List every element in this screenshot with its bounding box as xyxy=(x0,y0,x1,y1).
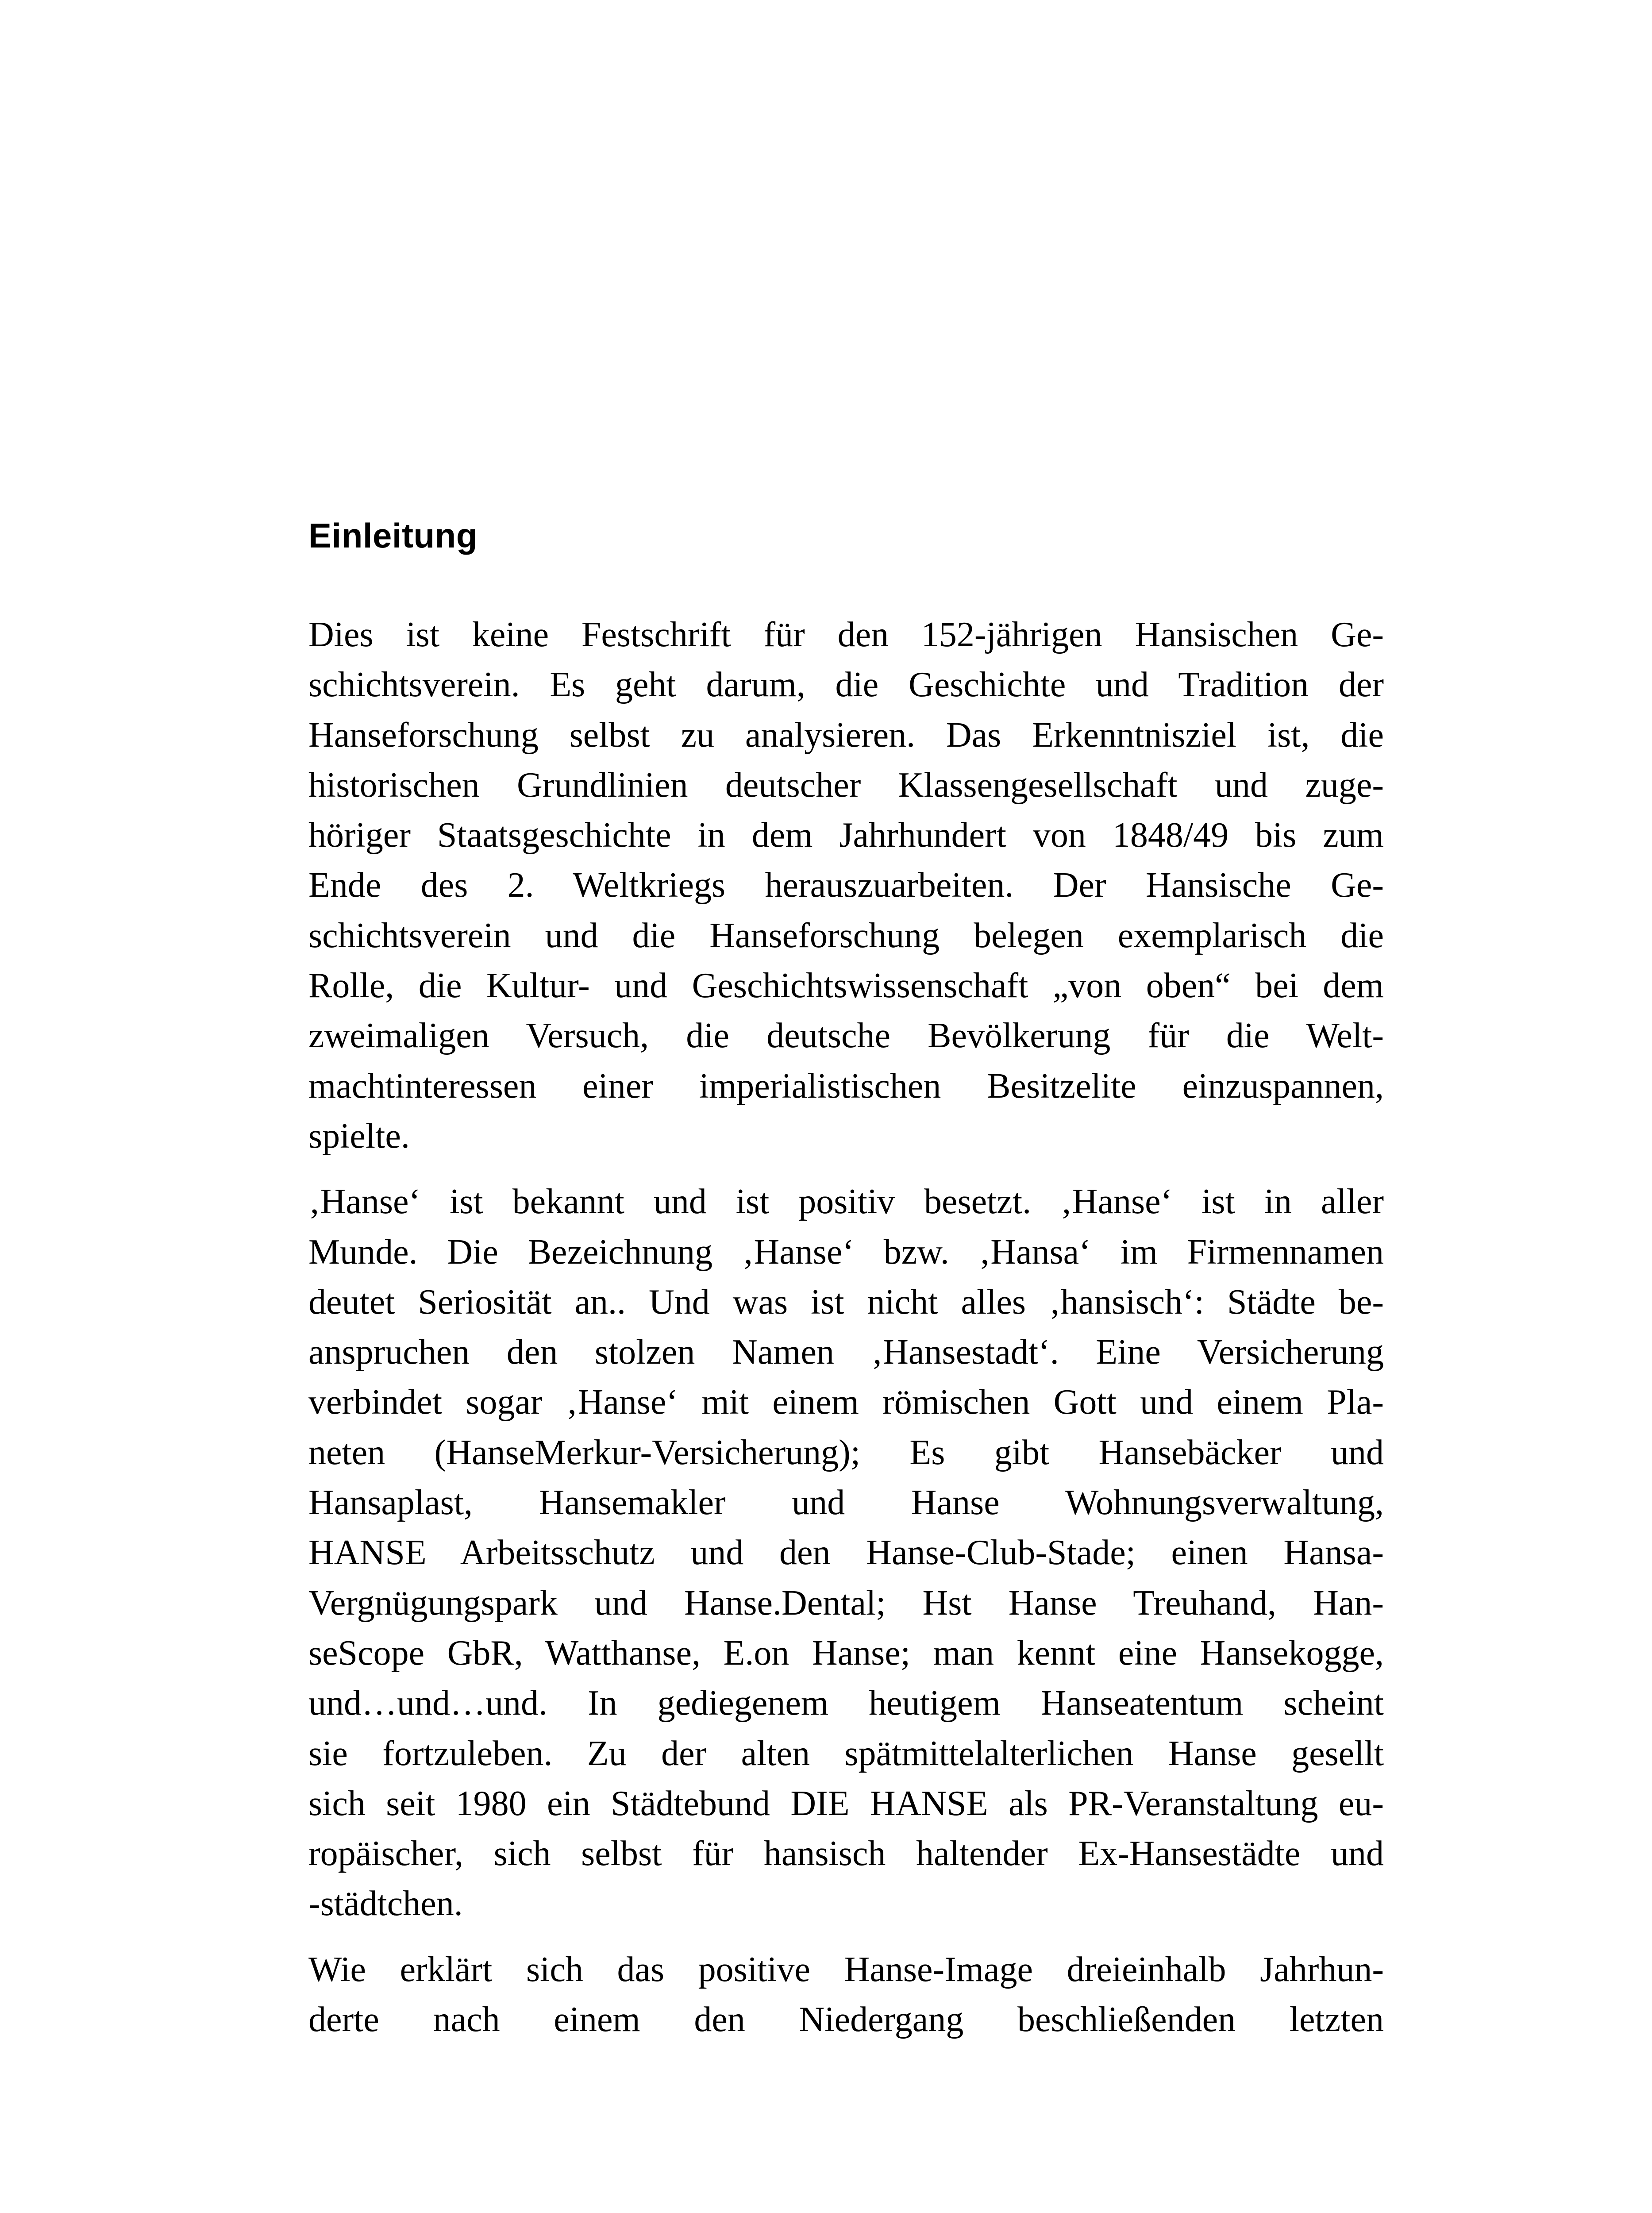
text-line: Munde. Die Bezeichnung ‚Hanse‘ bzw. ‚Hansa‘ im Firmennamen xyxy=(308,1232,1384,1272)
body-text xyxy=(308,610,1384,2060)
paragraph-3 xyxy=(308,1945,1384,2045)
paragraph-1 xyxy=(308,610,1384,1161)
text-line: spielte. xyxy=(308,1116,410,1156)
section-heading: Einleitung xyxy=(308,516,478,555)
text-line: Wie erklärt sich das positive Hanse-Image dreieinhalb Jahrhun- xyxy=(308,1950,1384,1989)
text-line: Hansaplast, Hansemakler und Hanse Wohnungsverwaltung, xyxy=(308,1483,1384,1523)
text-line: höriger Staatsgeschichte in dem Jahrhundert von 1848/49 bis zum xyxy=(308,816,1384,855)
text-line: -städtchen. xyxy=(308,1884,463,1924)
text-line: derte nach einem den Niedergang beschließenden letzten xyxy=(308,2000,1384,2040)
text-line: zweimaligen Versuch, die deutsche Bevölkerung für die Welt- xyxy=(308,1016,1384,1056)
text-line: schichtsverein. Es geht darum, die Geschichte und Tradition der xyxy=(308,665,1384,705)
text-line: Dies ist keine Festschrift für den 152-jährigen Hansischen Ge- xyxy=(308,615,1384,654)
text-line: HANSE Arbeitsschutz und den Hanse-Club-Stade; einen Hansa- xyxy=(308,1533,1384,1573)
text-line: Rolle, die Kultur- und Geschichtswissenschaft „von oben“ bei dem xyxy=(308,966,1384,1006)
text-line: ropäischer, sich selbst für hansisch haltender Ex-Hansestädte und xyxy=(308,1834,1384,1874)
text-line: historischen Grundlinien deutscher Klassengesellschaft und zuge- xyxy=(308,765,1384,805)
text-line: ‚Hanse‘ ist bekannt und ist positiv besetzt. ‚Hanse‘ ist in aller xyxy=(308,1182,1384,1222)
text-line: deutet Seriosität an.. Und was ist nicht alles ‚hansisch‘: Städte be- xyxy=(308,1282,1384,1322)
text-line: und…und…und. In gediegenem heutigem Hanseatentum scheint xyxy=(308,1684,1384,1723)
text-line: sie fortzuleben. Zu der alten spätmittelalterlichen Hanse gesellt xyxy=(308,1734,1384,1773)
text-line: verbindet sogar ‚Hanse‘ mit einem römischen Gott und einem Pla- xyxy=(308,1383,1384,1422)
text-line: anspruchen den stolzen Namen ‚Hansestadt‘. Eine Versicherung xyxy=(308,1333,1384,1372)
text-line: Hanseforschung selbst zu analysieren. Das Erkenntnisziel ist, die xyxy=(308,715,1384,755)
text-line: seScope GbR, Watthanse, E.on Hanse; man kennt eine Hansekogge, xyxy=(308,1633,1384,1673)
text-line: Ende des 2. Weltkriegs herauszuarbeiten. Der Hansische Ge- xyxy=(308,866,1384,905)
paragraph-2 xyxy=(308,1177,1384,1929)
text-line: machtinteressen einer imperialistischen Besitzelite einzuspannen, xyxy=(308,1066,1384,1106)
text-line: sich seit 1980 ein Städtebund DIE HANSE als PR-Veranstaltung eu- xyxy=(308,1784,1384,1823)
text-line: neten (HanseMerkur-Versicherung); Es gibt Hansebäcker und xyxy=(308,1433,1384,1472)
text-line: Vergnügungspark und Hanse.Dental; Hst Hanse Treuhand, Han- xyxy=(308,1583,1384,1623)
text-line: schichtsverein und die Hanseforschung belegen exemplarisch die xyxy=(308,916,1384,955)
